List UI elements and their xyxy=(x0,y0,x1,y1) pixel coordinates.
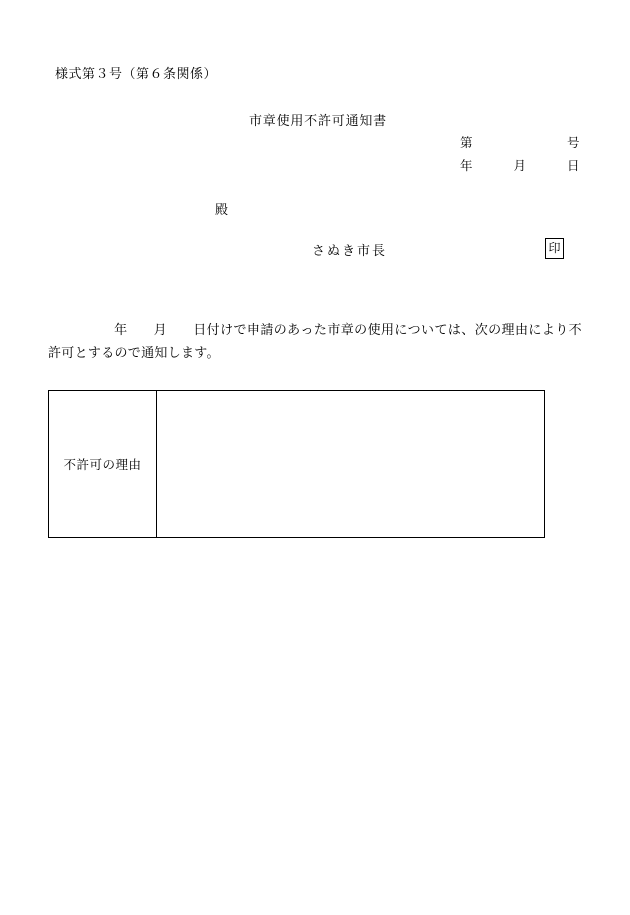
date-month-label: 月 xyxy=(513,159,527,173)
number-label: 第 xyxy=(460,136,474,150)
document-title xyxy=(0,110,630,129)
form-number: 様式第３号（第６条関係） xyxy=(55,66,218,81)
body-date-rest: 日付けで申請のあった市章の使用については、次の理由により不許可とするので通知します。 xyxy=(48,322,582,360)
body-date-month: 月 xyxy=(153,322,168,337)
number-unit: 号 xyxy=(566,136,580,150)
document-number-line xyxy=(460,133,580,151)
reason-label-cell: 不許可の理由 xyxy=(49,391,157,537)
issuer-name: さぬき市長 xyxy=(312,243,388,258)
reason-table xyxy=(48,390,545,538)
addressee-suffix: 殿 xyxy=(215,202,229,217)
seal-stamp-box: 印 xyxy=(545,238,564,259)
date-year-label: 年 xyxy=(460,159,474,173)
body-date-year: 年 xyxy=(114,322,128,337)
document-date-line xyxy=(460,156,580,174)
body-paragraph xyxy=(48,318,582,364)
date-day-label: 日 xyxy=(566,159,580,173)
document-title-text: 市章使用不許可通知書 xyxy=(248,113,387,128)
reason-value-cell[interactable] xyxy=(157,391,544,537)
